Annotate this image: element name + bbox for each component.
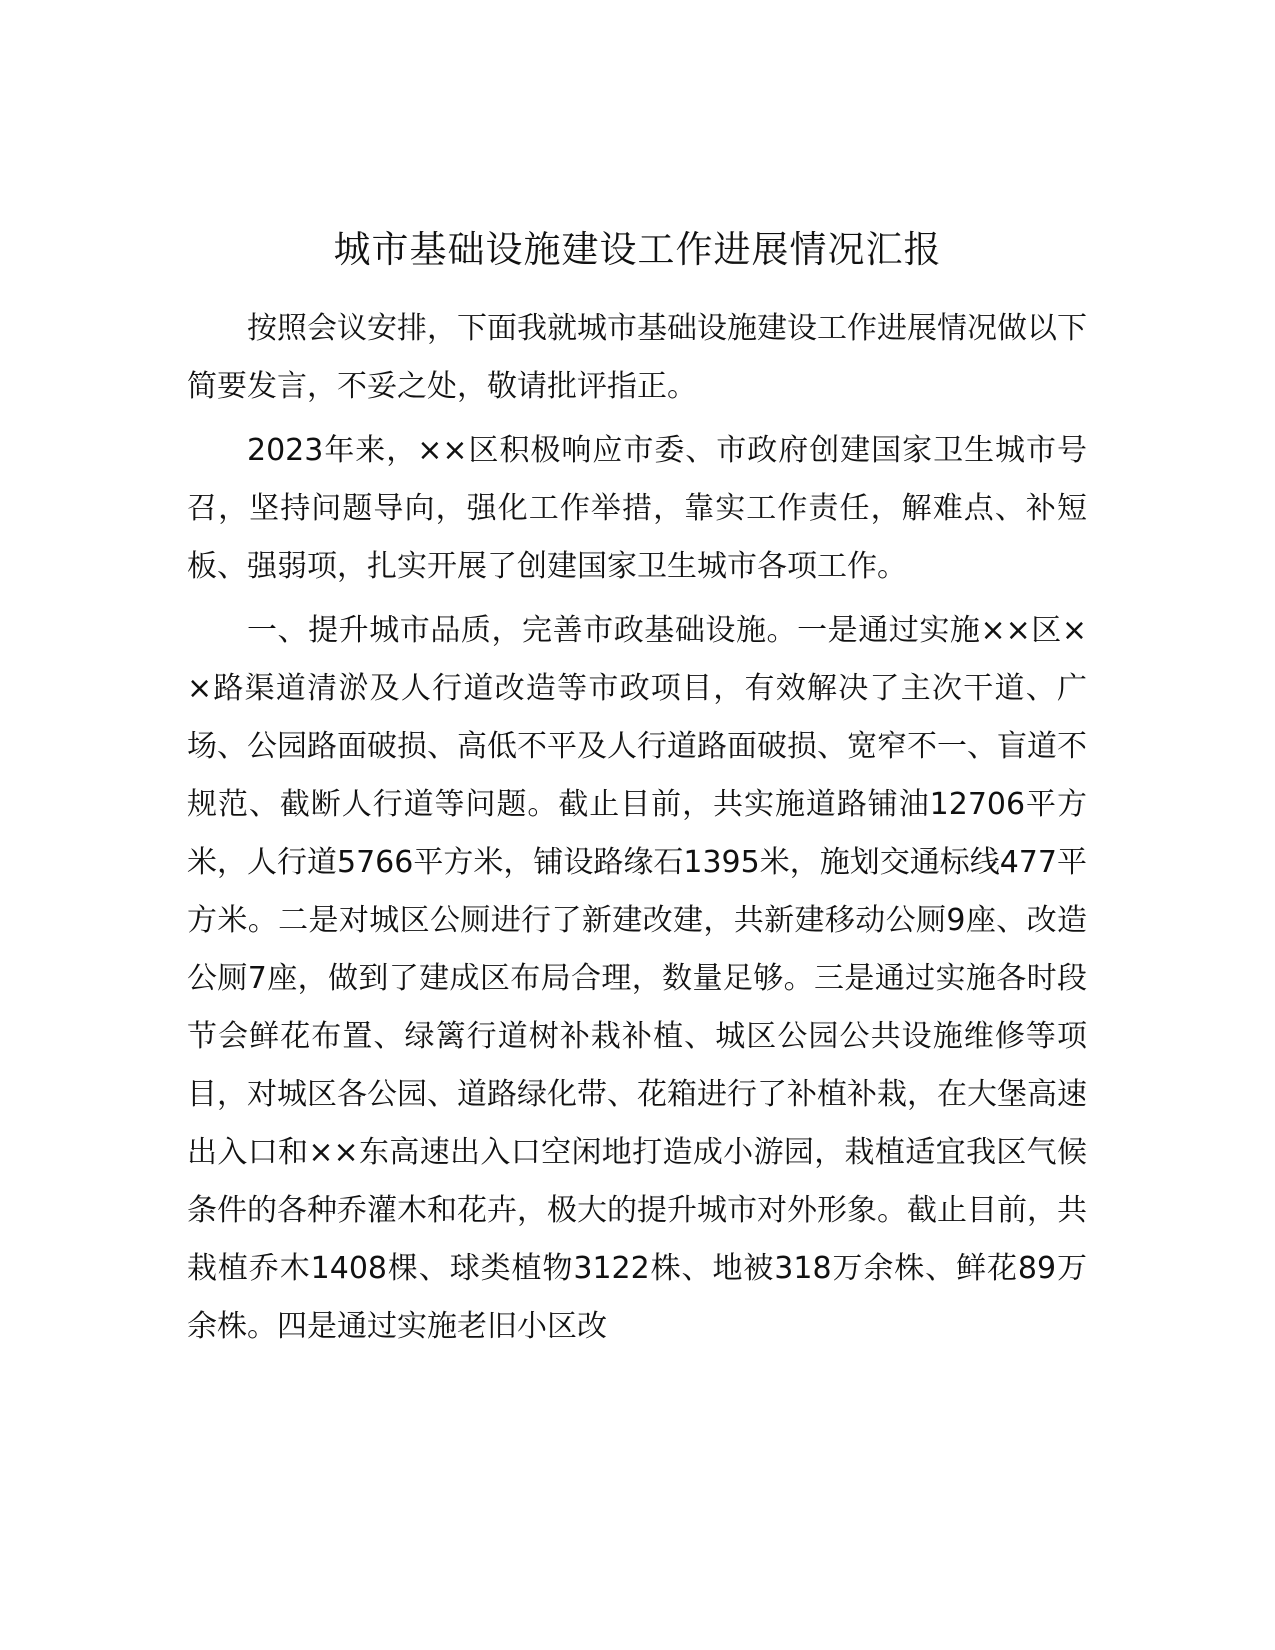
document-body	[187, 300, 1087, 1362]
document-title: 城市基础设施建设工作进展情况汇报	[333, 228, 942, 271]
paragraph-section-one: 一、提升城市品质，完善市政基础设施。一是通过实施××区××路渠道清淤及人行道改造等市政项目，有效解决了主次干道、广场、公园路面破损、高低不平及人行道路面破损、宽窄不一、盲道不规范、截断人行道等问题。截止目前，共实施道路铺油12706平方米，人行道5766平方米，铺设路缘石1395米，施划交通标线477平方米。二是对城区公厕进行了新建改建，共新建移动公厕9座、改造公厕7座，做到了建成区布局合理，数量足够。三是通过实施各时段节会鲜花布置、绿篱行道树补栽补植、城区公园公共设施维修等项目，对城区各公园、道路绿化带、花箱进行了补植补栽，在大堡高速出入口和××东高速出入口空闲地打造成小游园，栽植适宜我区气候条件的各种乔灌木和花卉，极大的提升城市对外形象。截止目前，共栽植乔木1408棵、球类植物3122株、地被318万余株、鲜花89万余株。四是通过实施老旧小区改	[187, 613, 1087, 1344]
paragraph-intro: 按照会议安排，下面我就城市基础设施建设工作进展情况做以下简要发言，不妥之处，敬请批评指正。	[187, 311, 1087, 404]
paragraph-overview: 2023年来，××区积极响应市委、市政府创建国家卫生城市号召，坚持问题导向，强化工作举措，靠实工作责任，解难点、补短板、强弱项，扎实开展了创建国家卫生城市各项工作。	[187, 433, 1087, 584]
